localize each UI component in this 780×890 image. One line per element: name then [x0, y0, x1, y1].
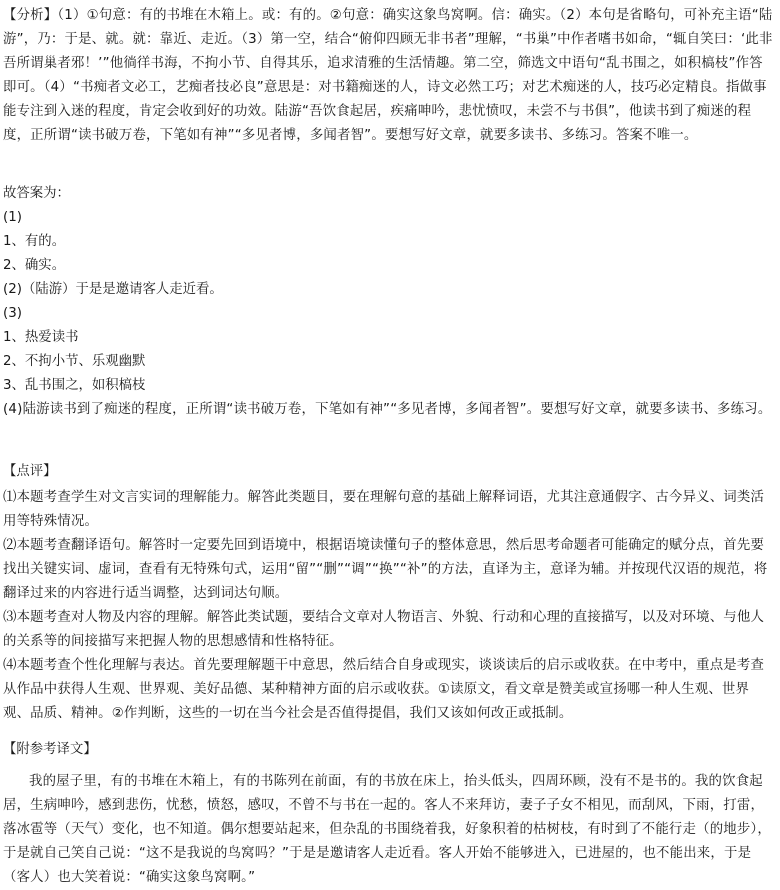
answer-q1-item: 2、确实。: [3, 258, 66, 273]
answer-q3-item: 2、不拘小节、乐观幽默: [3, 354, 146, 369]
comment-item: ⑷本题考查个性化理解与表达。首先要理解题干中意思，然后结合自身或现实，谈谈读后的启示或收获。在中考中，重点是考查从作品中获得人生观、世界观、美好品德、某种精神方面的启示或收获。①读原文，看文章是赞美或宣扬哪一种人生观、世界观、品质、精神。②作判断，这些的一切在当今社会是否值得提倡，我们又该如何改正或抵制。: [3, 658, 765, 721]
answer-q1-marker: (1): [3, 210, 22, 225]
answer-q2: (2)（陆游）于是是邀请客人走近看。: [3, 282, 223, 297]
comment-heading: 【点评】: [3, 464, 57, 479]
answer-q3-item: 1、热爱读书: [3, 330, 79, 345]
analysis-paragraph: 【分析】（1）①句意：有的书堆在木箱上。或：有的。②句意：确实这象鸟窝啊。信：确实。（2）本句是省略句，可补充主语“陆游”，乃：于是、就。就：靠近、走近。（3）第一空，结合“俯仰四顾无非书者”理解，“书巢”中作者嗜书如命，“辄自笑曰：‘此非吾所谓巢者邪！’”他徜徉书海，不拘小节、自得其乐，追求清雅的生活情趣。第二空，筛选文中语句“乱书围之，如积槁枝”作答即可。（4）“书痴者文必工，艺痴者技必良”意思是：对书籍痴迷的人，诗文必然工巧；对艺术痴迷的人，技巧必定精良。指做事能专注到入迷的程度，肯定会收到好的功效。陆游“吾饮食起居，疾痛呻吟，悲忧愤叹，未尝不与书俱”，他读书到了痴迷的程度，正所谓“读书破万卷，下笔如有神”“多见者博，多闻者智”。要想写好文章，就要多读书、多练习。答案不唯一。: [3, 8, 773, 143]
answer-q3-item: 3、乱书围之，如积槁枝: [3, 378, 146, 393]
comment-item: ⑶本题考查对人物及内容的理解。解答此类试题，要结合文章对人物语言、外貌、行动和心理的直接描写，以及对环境、与他人的关系等的间接描写来把握人物的思想感情和性格特征。: [3, 610, 765, 649]
comment-item: ⑴本题考查学生对文言实词的理解能力。解答此类题目，要在理解句意的基础上解释词语，尤其注意通假字、古今异义、词类活用等特殊情况。: [3, 490, 765, 529]
answer-q1-item: 1、有的。: [3, 234, 66, 249]
answer-heading: 故答案为：: [3, 186, 70, 201]
translation-paragraph: 我的屋子里，有的书堆在木箱上，有的书陈列在前面，有的书放在床上，抬头低头，四周环顾，没有不是书的。我的饮食起居，生病呻吟，感到悲伤，忧愁，愤怒，感叹，不曾不与书在一起的。客人不来拜访，妻子子女不相见，而刮风，下雨，打雷，落冰雹等（天气）变化，也不知道。偶尔想要站起来，但杂乱的书围绕着我，好象积着的枯树枝，有时到了不能行走（的地步），于是就自己笑自己说：“这不是我说的鸟窝吗？”于是是邀请客人走近看。客人开始不能够进入，已进屋的，也不能出来，于是（客人）也大笑着说：“确实这象鸟窝啊。”: [3, 774, 771, 885]
answer-q3-marker: (3): [3, 306, 22, 321]
comment-item: ⑵本题考查翻译语句。解答时一定要先回到语境中，根据语境读懂句子的整体意思，然后思考命题者可能确定的赋分点，首先要找出关键实词、虚词，查看有无特殊句式，运用“留”“删”“调”“换”“补”的方法，直译为主，意译为辅。并按现代汉语的规范，将翻译过来的内容进行适当调整，达到词达句顺。: [3, 538, 768, 601]
translation-heading: 【附参考译文】: [3, 742, 97, 757]
answer-q4: (4)陆游读书到了痴迷的程度，正所谓“读书破万卷，下笔如有神”“多见者博，多闻者智”。要想写好文章，就要多读书、多练习。: [3, 402, 772, 417]
